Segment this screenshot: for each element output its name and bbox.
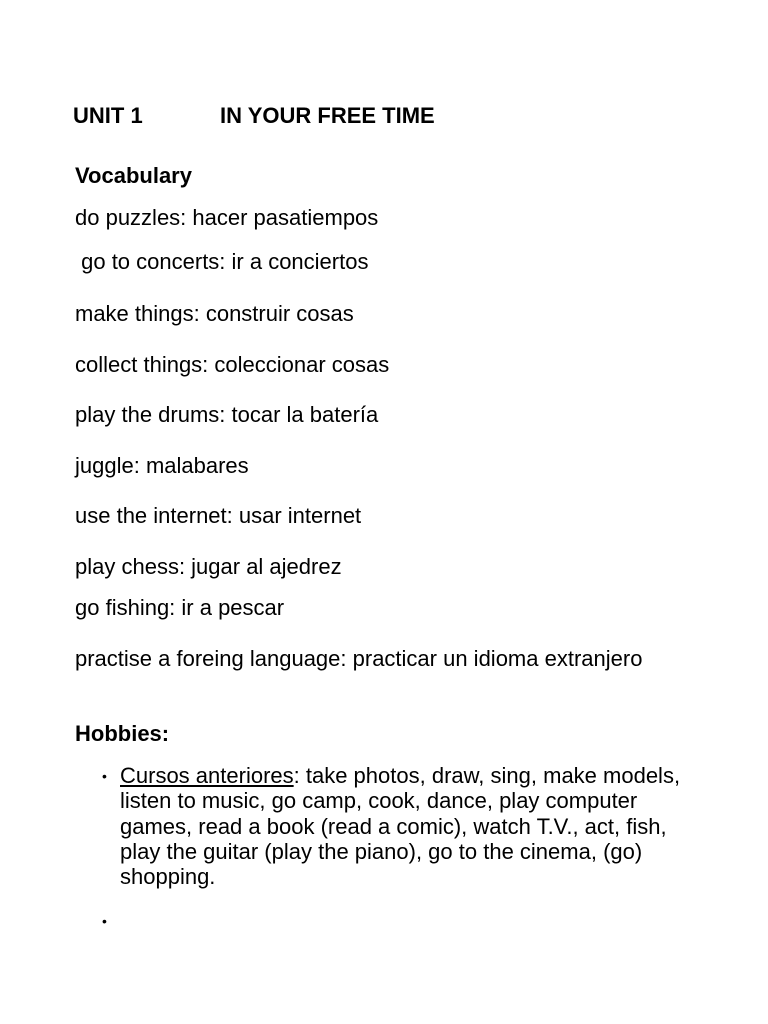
hobbies-item-label: Cursos anteriores (120, 763, 294, 788)
hobbies-heading: Hobbies: (75, 721, 170, 746)
bullet-icon: • (102, 768, 107, 784)
bullet-icon: • (102, 913, 107, 929)
vocabulary-item: juggle: malabares (75, 453, 249, 478)
vocabulary-item: make things: construir cosas (75, 301, 354, 326)
hobbies-item-text: : take photos, draw, sing, make models, listen to music, go camp, cook, dance, play computer games, read a book (read a comic), watch T.V., act, fish, play the guitar (play the piano), go to the cinema, (go) shopping. (120, 763, 681, 890)
unit-label: UNIT 1 (73, 103, 143, 128)
vocabulary-heading: Vocabulary (75, 163, 192, 188)
vocabulary-item: go fishing: ir a pescar (75, 595, 285, 620)
vocabulary-item: collect things: coleccionar cosas (75, 352, 390, 377)
vocabulary-item: play chess: jugar al ajedrez (75, 554, 342, 579)
vocabulary-item: go to concerts: ir a conciertos (75, 249, 369, 274)
vocabulary-item: use the internet: usar internet (75, 503, 362, 528)
unit-title: IN YOUR FREE TIME (220, 103, 435, 128)
vocabulary-item: play the drums: tocar la batería (75, 402, 379, 427)
vocabulary-item: do puzzles: hacer pasatiempos (75, 205, 379, 230)
vocabulary-item: practise a foreing language: practicar un idioma extranjero (75, 646, 643, 671)
hobbies-list-item (120, 763, 710, 889)
